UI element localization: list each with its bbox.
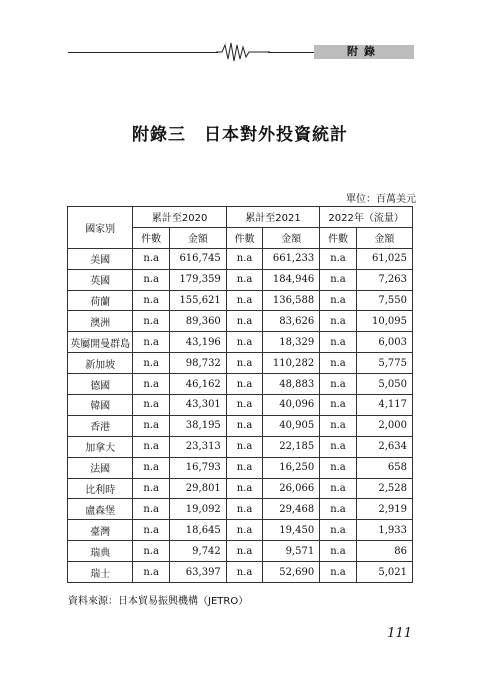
- country-cell: 瑞士: [68, 562, 133, 583]
- count-cell: n.a: [226, 562, 263, 583]
- header-rule-right: [268, 52, 314, 53]
- count-cell: n.a: [320, 374, 357, 395]
- count-cell: n.a: [226, 457, 263, 478]
- count-cell: n.a: [226, 478, 263, 499]
- amount-cell: 9,742: [169, 541, 226, 562]
- table-row: [68, 395, 413, 416]
- amount-cell: 52,690: [263, 562, 320, 583]
- count-cell: n.a: [133, 374, 170, 395]
- count-cell: n.a: [320, 290, 357, 311]
- count-cell: n.a: [133, 290, 170, 311]
- amount-cell: 98,732: [169, 353, 226, 374]
- subheader-cell: 金額: [263, 227, 320, 248]
- unit-label: 單位：百萬美元: [346, 194, 416, 205]
- table-row: [68, 353, 413, 374]
- page-title: 附錄三 日本對外投資統計: [132, 125, 348, 145]
- count-cell: n.a: [133, 541, 170, 562]
- table-row: [68, 541, 413, 562]
- table-row: [68, 499, 413, 520]
- page-number: 111: [387, 626, 412, 641]
- header-tag-box: [314, 45, 414, 59]
- amount-cell: 86: [356, 541, 412, 562]
- count-cell: n.a: [320, 562, 357, 583]
- subheader-cell: 件數: [133, 227, 170, 248]
- table-row: [68, 478, 413, 499]
- source-footnote: 資料來源：日本貿易振興機構（JETRO）: [68, 596, 249, 607]
- country-cell: 英國: [68, 269, 133, 290]
- table-body: [68, 248, 413, 582]
- amount-cell: 29,801: [169, 478, 226, 499]
- subheader-cell: 件數: [226, 227, 263, 248]
- header-tag: 附錄: [347, 45, 381, 58]
- country-cell: 澳洲: [68, 311, 133, 332]
- count-cell: n.a: [226, 248, 263, 269]
- count-cell: n.a: [226, 499, 263, 520]
- header-rule-left: [68, 52, 218, 53]
- amount-cell: 6,003: [356, 332, 412, 353]
- amount-cell: 9,571: [263, 541, 320, 562]
- count-cell: n.a: [320, 269, 357, 290]
- subheader-cell: 件數: [320, 227, 357, 248]
- table-row: [68, 311, 413, 332]
- amount-cell: 48,883: [263, 374, 320, 395]
- count-cell: n.a: [133, 395, 170, 416]
- amount-cell: 136,588: [263, 290, 320, 311]
- amount-cell: 40,096: [263, 395, 320, 416]
- count-cell: n.a: [133, 332, 170, 353]
- count-cell: n.a: [320, 478, 357, 499]
- amount-cell: 23,313: [169, 436, 226, 457]
- amount-cell: 658: [356, 457, 412, 478]
- count-cell: n.a: [133, 436, 170, 457]
- amount-cell: 26,066: [263, 478, 320, 499]
- count-cell: n.a: [320, 436, 357, 457]
- count-cell: n.a: [133, 457, 170, 478]
- table-row: [68, 332, 413, 353]
- investment-table: [67, 206, 413, 583]
- country-cell: 盧森堡: [68, 499, 133, 520]
- country-cell: 臺灣: [68, 520, 133, 541]
- count-cell: n.a: [226, 311, 263, 332]
- count-cell: n.a: [133, 248, 170, 269]
- count-cell: n.a: [320, 457, 357, 478]
- table-row: [68, 457, 413, 478]
- pulse-wave-icon: [216, 40, 270, 64]
- amount-cell: 155,621: [169, 290, 226, 311]
- count-cell: n.a: [226, 415, 263, 436]
- country-cell: 韓國: [68, 395, 133, 416]
- count-cell: n.a: [226, 290, 263, 311]
- amount-cell: 18,329: [263, 332, 320, 353]
- table-row: [68, 520, 413, 541]
- subheader-cell: 金額: [356, 227, 412, 248]
- count-cell: n.a: [133, 562, 170, 583]
- amount-cell: 29,468: [263, 499, 320, 520]
- count-cell: n.a: [226, 541, 263, 562]
- table-row: [68, 415, 413, 436]
- amount-cell: 5,021: [356, 562, 412, 583]
- group-header: 累計至2020: [133, 207, 226, 228]
- table-group-header-row: [68, 207, 413, 228]
- count-cell: n.a: [133, 415, 170, 436]
- amount-cell: 40,905: [263, 415, 320, 436]
- amount-cell: 43,196: [169, 332, 226, 353]
- group-header: 2022年（流量）: [320, 207, 413, 228]
- table-row: [68, 562, 413, 583]
- amount-cell: 5,050: [356, 374, 412, 395]
- amount-cell: 7,550: [356, 290, 412, 311]
- count-cell: n.a: [226, 269, 263, 290]
- count-cell: n.a: [133, 353, 170, 374]
- amount-cell: 16,793: [169, 457, 226, 478]
- amount-cell: 43,301: [169, 395, 226, 416]
- amount-cell: 61,025: [356, 248, 412, 269]
- amount-cell: 2,000: [356, 415, 412, 436]
- country-cell: 英屬開曼群島: [68, 332, 133, 353]
- table-row: [68, 269, 413, 290]
- amount-cell: 10,095: [356, 311, 412, 332]
- count-cell: n.a: [226, 520, 263, 541]
- count-cell: n.a: [320, 520, 357, 541]
- count-cell: n.a: [320, 499, 357, 520]
- country-cell: 荷蘭: [68, 290, 133, 311]
- count-cell: n.a: [320, 353, 357, 374]
- table-row: [68, 436, 413, 457]
- amount-cell: 2,634: [356, 436, 412, 457]
- amount-cell: 4,117: [356, 395, 412, 416]
- group-header: 累計至2021: [226, 207, 319, 228]
- subheader-cell: 金額: [169, 227, 226, 248]
- amount-cell: 110,282: [263, 353, 320, 374]
- count-cell: n.a: [226, 353, 263, 374]
- country-cell: 加拿大: [68, 436, 133, 457]
- amount-cell: 16,250: [263, 457, 320, 478]
- amount-cell: 63,397: [169, 562, 226, 583]
- table-row: [68, 290, 413, 311]
- table-row: [68, 248, 413, 269]
- amount-cell: 179,359: [169, 269, 226, 290]
- count-cell: n.a: [320, 332, 357, 353]
- country-cell: 瑞典: [68, 541, 133, 562]
- country-cell: 新加坡: [68, 353, 133, 374]
- country-cell: 比利時: [68, 478, 133, 499]
- count-cell: n.a: [320, 415, 357, 436]
- table-row: [68, 374, 413, 395]
- count-cell: n.a: [226, 395, 263, 416]
- amount-cell: 7,263: [356, 269, 412, 290]
- count-cell: n.a: [226, 374, 263, 395]
- country-header: 國家別: [68, 207, 133, 249]
- amount-cell: 1,933: [356, 520, 412, 541]
- count-cell: n.a: [320, 395, 357, 416]
- count-cell: n.a: [226, 436, 263, 457]
- country-cell: 法國: [68, 457, 133, 478]
- amount-cell: 616,745: [169, 248, 226, 269]
- country-cell: 香港: [68, 415, 133, 436]
- count-cell: n.a: [320, 541, 357, 562]
- amount-cell: 19,450: [263, 520, 320, 541]
- count-cell: n.a: [133, 520, 170, 541]
- amount-cell: 46,162: [169, 374, 226, 395]
- amount-cell: 18,645: [169, 520, 226, 541]
- count-cell: n.a: [320, 311, 357, 332]
- count-cell: n.a: [133, 478, 170, 499]
- count-cell: n.a: [320, 248, 357, 269]
- count-cell: n.a: [133, 499, 170, 520]
- amount-cell: 5,775: [356, 353, 412, 374]
- count-cell: n.a: [226, 332, 263, 353]
- running-header: [68, 40, 414, 62]
- amount-cell: 2,528: [356, 478, 412, 499]
- amount-cell: 184,946: [263, 269, 320, 290]
- amount-cell: 38,195: [169, 415, 226, 436]
- count-cell: n.a: [133, 311, 170, 332]
- country-cell: 德國: [68, 374, 133, 395]
- amount-cell: 19,092: [169, 499, 226, 520]
- amount-cell: 83,626: [263, 311, 320, 332]
- country-cell: 美國: [68, 248, 133, 269]
- amount-cell: 89,360: [169, 311, 226, 332]
- amount-cell: 2,919: [356, 499, 412, 520]
- count-cell: n.a: [133, 269, 170, 290]
- amount-cell: 22,185: [263, 436, 320, 457]
- amount-cell: 661,233: [263, 248, 320, 269]
